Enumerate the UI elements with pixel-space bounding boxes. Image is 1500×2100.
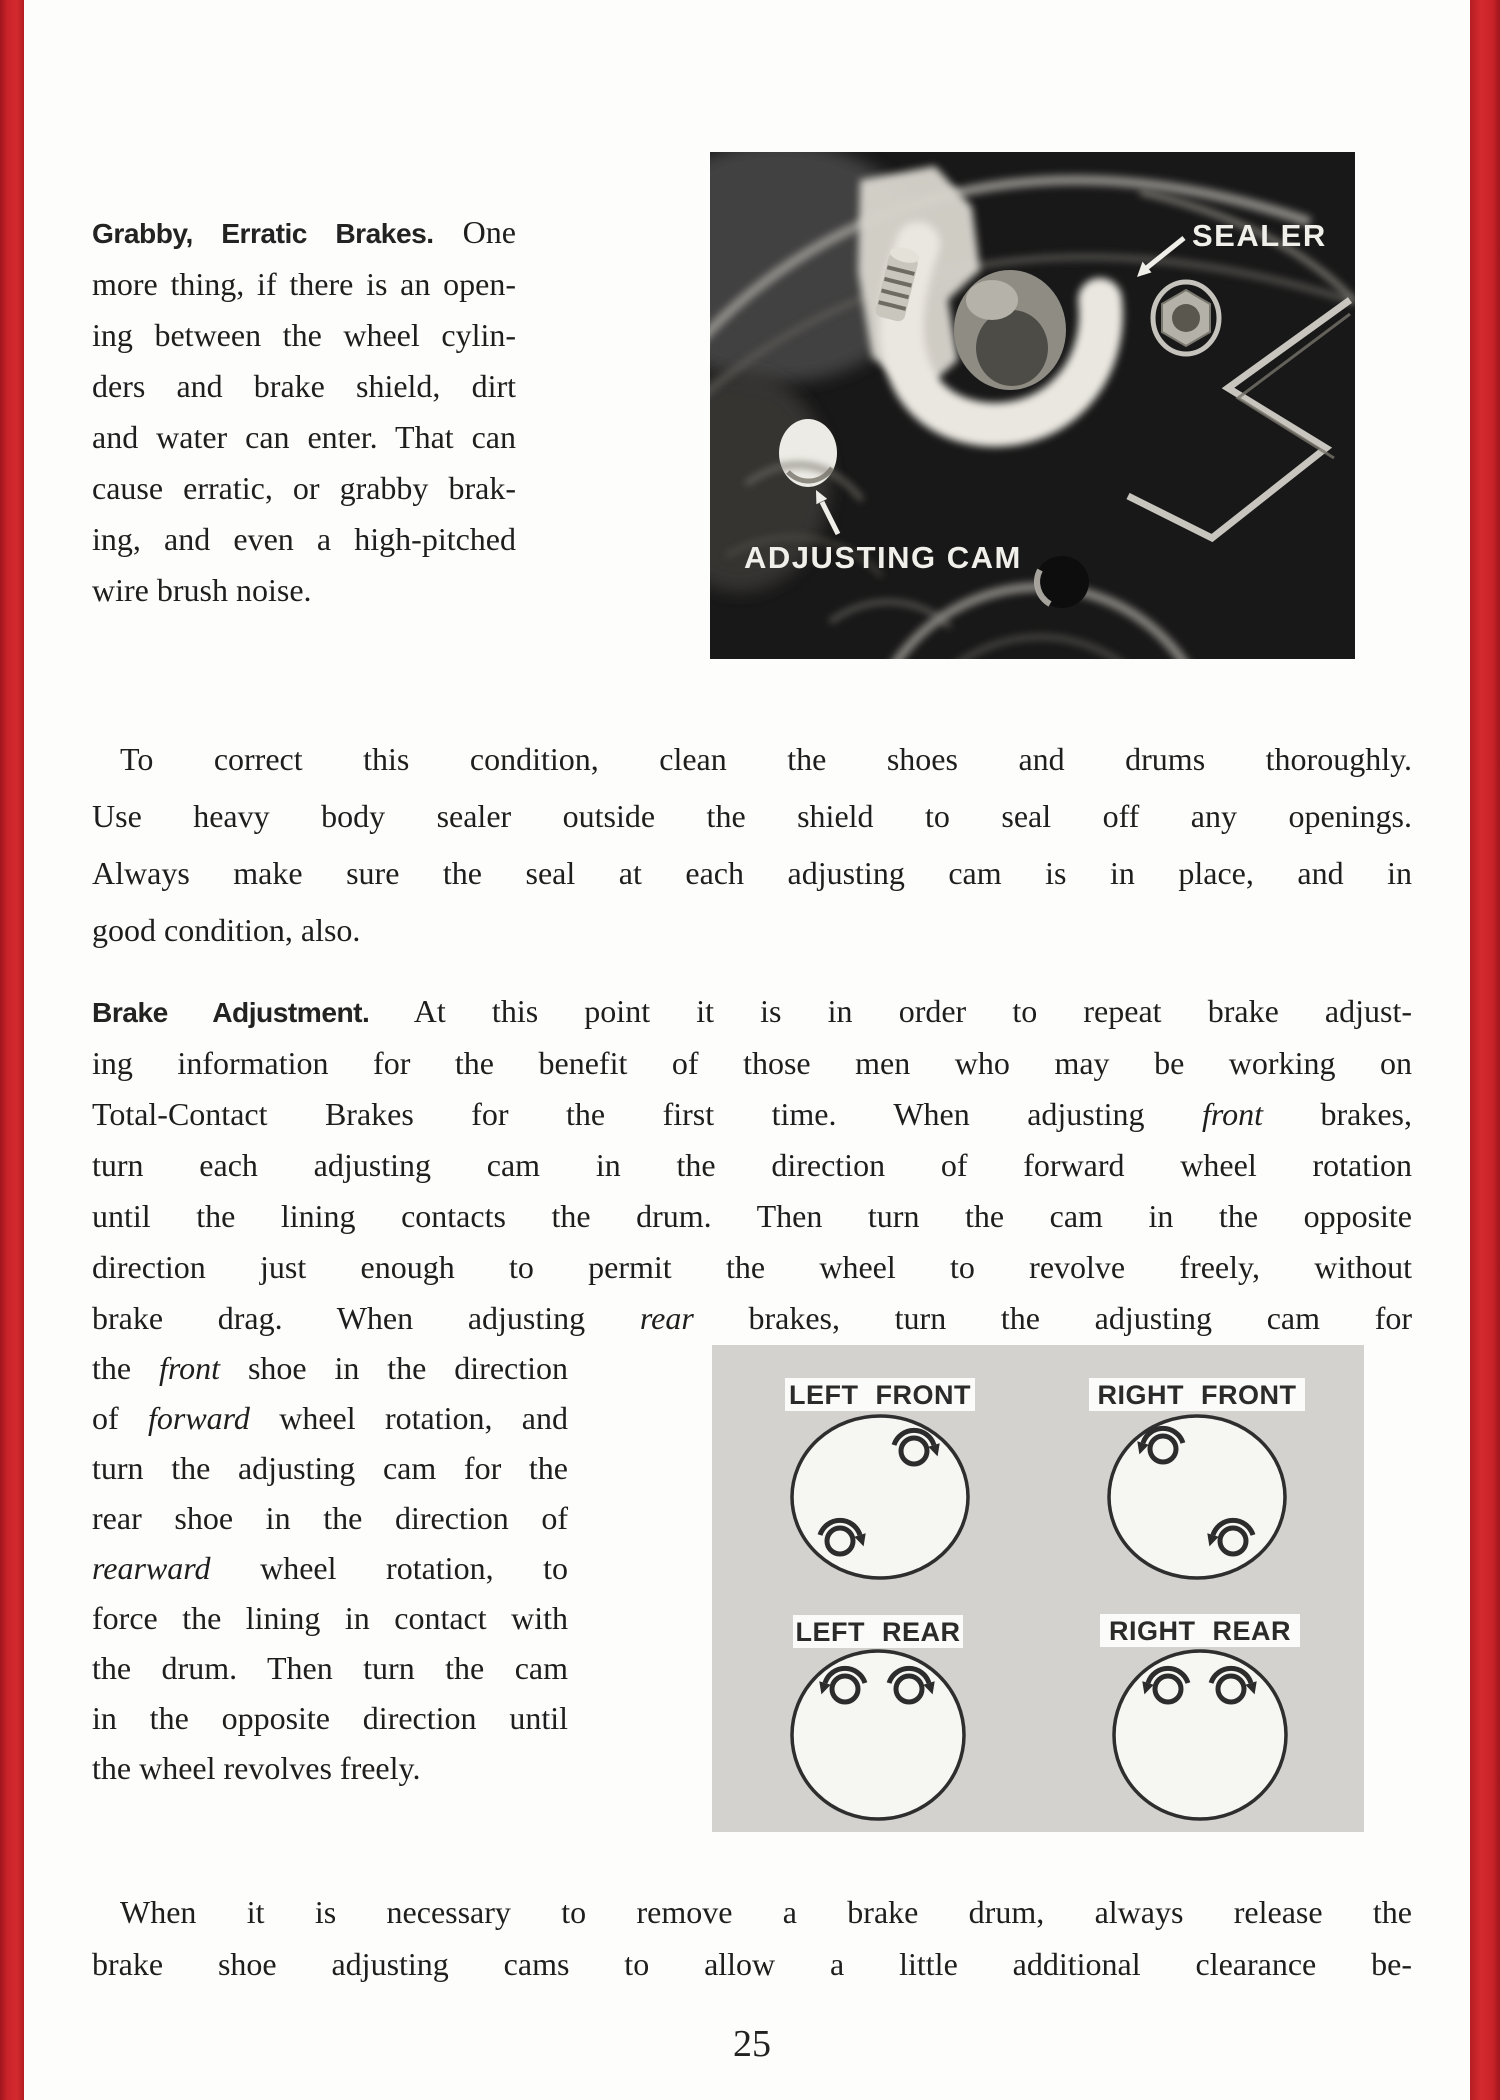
text-line: Use heavy body sealer outside the shield to seal off any openings.: [92, 798, 1412, 834]
right-front-label: RIGHT FRONT: [1097, 1380, 1297, 1410]
wheel-cylinder-shadow: [976, 310, 1048, 386]
right-front-wheel-circle: [1109, 1416, 1285, 1578]
text-line: ders and brake shield, dirt: [92, 368, 516, 404]
text-line: ing information for the benefit of those men who may be working on: [92, 1045, 1412, 1081]
text-line: direction just enough to permit the wheel to revolve freely, without: [92, 1249, 1412, 1285]
text-line: wire brush noise.: [92, 572, 312, 608]
sealer-label: SEALER: [1192, 218, 1327, 253]
text-line: rear shoe in the direction of: [92, 1500, 568, 1536]
text-line: brake shoe adjusting cams to allow a little additional clearance be-: [92, 1946, 1412, 1982]
text-line: Grabby, Erratic Brakes. One: [92, 214, 516, 250]
paragraph-grabby-erratic-brakes: [92, 207, 516, 616]
left-rear-wheel-circle: [792, 1651, 964, 1819]
paragraph-brake-adjustment-wide: [92, 986, 1412, 1344]
paragraph-remove-drum: [92, 1886, 1412, 1990]
text-line: the wheel revolves freely.: [92, 1750, 421, 1786]
text-line: in the opposite direction until: [92, 1700, 568, 1736]
text-line: the drum. Then turn the cam: [92, 1650, 568, 1686]
text-line: good condition, also.: [92, 912, 361, 948]
text-line: rearward wheel rotation, to: [92, 1550, 568, 1586]
text-line: turn each adjusting cam in the direction of forward wheel rotation: [92, 1147, 1412, 1183]
page-number: 25: [733, 2023, 771, 2065]
paragraph-correct-condition: [92, 731, 1412, 959]
wheel-cylinder-highlight: [966, 280, 1018, 320]
text-line: Always make sure the seal at each adjusting cam is in place, and in: [92, 855, 1412, 891]
text-line: ing between the wheel cylin-: [92, 317, 516, 353]
text-line: Brake Adjustment. At this point it is in order to repeat brake adjust-: [92, 993, 1413, 1029]
left-front-label: LEFT FRONT: [789, 1380, 971, 1410]
text-line: Total-Contact Brakes for the first time. When adjusting front brakes,: [92, 1096, 1413, 1132]
hex-nut-center: [1172, 304, 1200, 332]
cam-rotation-diagram: [712, 1345, 1364, 1832]
text-line: brake drag. When adjusting rear brakes, turn the adjusting cam for: [92, 1300, 1413, 1336]
left-front-wheel-circle: [792, 1416, 968, 1578]
text-line: To correct this condition, clean the shoes and drums thoroughly.: [120, 741, 1412, 777]
text-line: and water can enter. That can: [92, 419, 516, 455]
cam-rotation-diagram-figure: [712, 1345, 1364, 1832]
brake-shield-photo: [710, 152, 1355, 659]
text-line: force the lining in contact with: [92, 1600, 568, 1636]
left-rear-label: LEFT REAR: [795, 1617, 961, 1647]
adjusting-cam-label: ADJUSTING CAM: [744, 540, 1022, 575]
right-rear-wheel-circle: [1114, 1651, 1286, 1819]
adjusting-cam-seal: [779, 419, 837, 487]
text-line: cause erratic, or grabby brak-: [92, 470, 516, 506]
text-line: of forward wheel rotation, and: [92, 1400, 568, 1436]
paragraph-brake-adjustment-narrow: [92, 1343, 568, 1793]
text-line: ing, and even a high-pitched: [92, 521, 516, 557]
book-cover-edge-left: [0, 0, 24, 2100]
right-rear-label: RIGHT REAR: [1109, 1616, 1291, 1646]
brake-shield-photo-figure: [710, 152, 1355, 659]
text-line: until the lining contacts the drum. Then turn the cam in the opposite: [92, 1198, 1412, 1234]
text-line: When it is necessary to remove a brake drum, always release the: [120, 1894, 1412, 1930]
book-cover-edge-right: [1470, 0, 1500, 2100]
text-line: more thing, if there is an open-: [92, 266, 516, 302]
text-line: the front shoe in the direction: [92, 1350, 569, 1386]
text-line: turn the adjusting cam for the: [92, 1450, 568, 1486]
